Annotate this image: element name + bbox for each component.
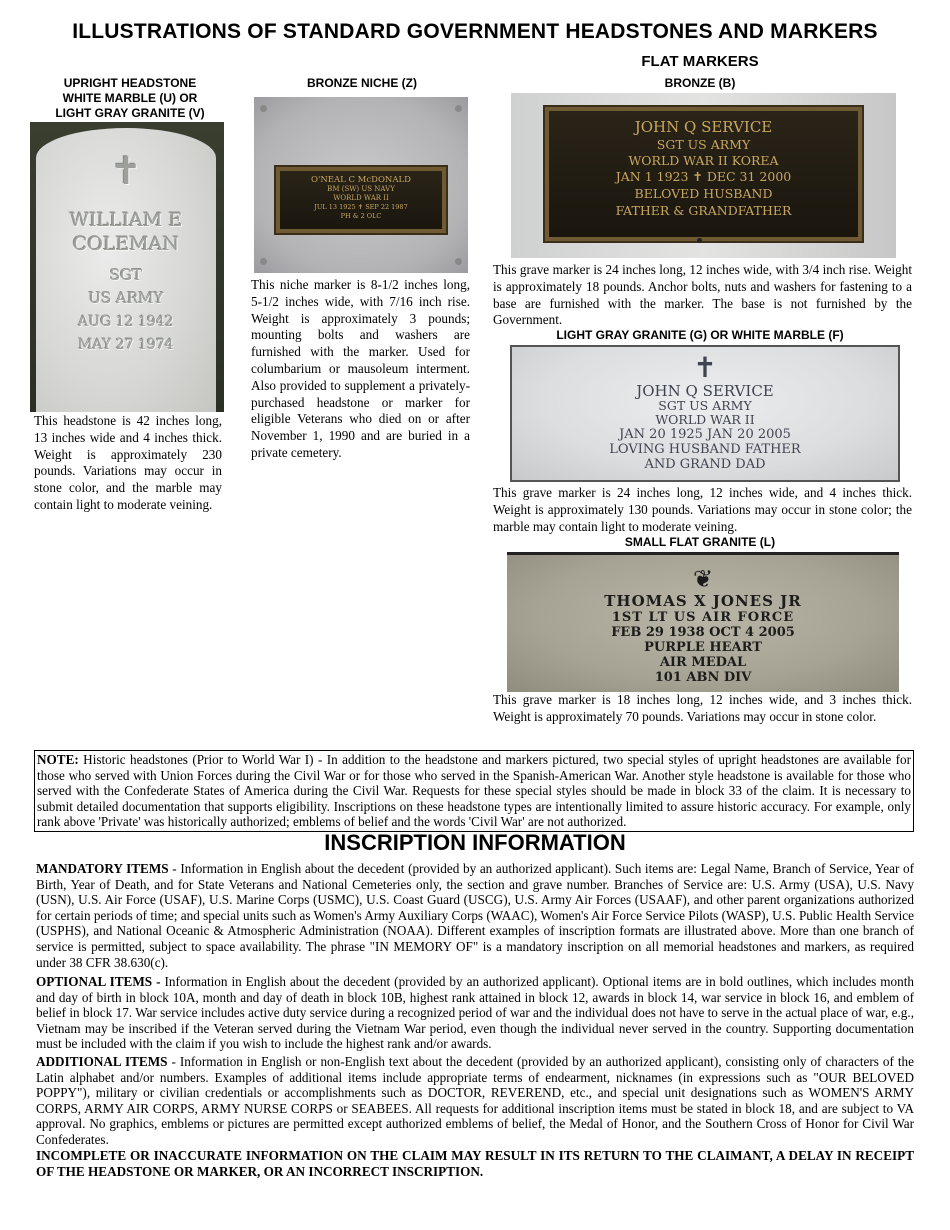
optional-text: Information in English about the decedent (provided by an authorized applicant). Optional items are in bold outlines, which includes month and day of birth in block 10A, month and day of death in block 10B, highest rank attained in block 12, awards in block 14, war service in block 16, and emblem of belief in block 17. War service includes active duty service during a recognized period of war and the individual does not have to serve in the actual place of war, e.g., Vietnam may be inscribed if the Veteran served during the Vietnam War period, even though the individual never served in the country. Supporting documentation must be included with the claim if you wish to include the highest rank and/or awards. [36,974,914,1052]
stone-line: 1ST LT US AIR FORCE [611,610,795,625]
stone-line: SGT [109,266,143,284]
optional-items-paragraph [36,974,914,1052]
stone-line: WILLIAM E [69,209,183,231]
small-flat-caption: SMALL FLAT GRANITE (L) [624,535,776,549]
stone-line: US ARMY [88,289,164,307]
mandatory-text: - Information in English about the decedent (provided by an authorized applicant). Such items are: Legal Name, Branch of Service, Year of Birth, Year of Death, and for State Veterans and National Cemeteries only, the section and grave number. Branches of Service are: U.S. Army (USA), U.S. Navy (USN), U.S. Air Force (USAF), U.S. Marine Corps (USMC), U.S. Coast Guard (USCG), U.S. Army Air Forces (USAAF), and other parent organizations authorized for certain periods of time; and special units such as Women's Army Auxiliary Corps (WAAC), Women's Air Force Service Pilots (WASP), U.S. Public Health Service (USPHS), and National Oceanic & Atmospheric Administration (NOAA). Different examples of inscription formats are illustrated above. More than one branch of service is permitted, subject to space availability. The phrase "IN MEMORY OF" is a mandatory inscription on all memorial headstones and markers, as required under 38 CFR 38.630(c). [36,861,914,970]
stone-line: MAY 27 1974 [78,337,174,353]
stone-line: 101 ABN DIV [654,670,752,685]
note-label: NOTE: [37,752,79,767]
bronze-flat-plaque [545,107,862,241]
stone-line: SGT US ARMY [658,398,752,413]
upright-caption-line: WHITE MARBLE (U) OR [62,91,198,105]
stone-line: AUG 12 1942 [78,314,174,330]
incomplete-information-warning: INCOMPLETE OR INACCURATE INFORMATION ON THE CLAIM MAY RESULT IN ITS RETURN TO THE CLAIMANT, A DELAY IN RECEIPT OF THE HEADSTONE OR MARKER, OR AN INCORRECT INSCRIPTION. [36,1148,914,1179]
upright-caption [30,76,230,121]
stone-line: LOVING HUSBAND FATHER [609,442,801,457]
page-title: ILLUSTRATIONS OF STANDARD GOVERNMENT HEADSTONES AND MARKERS [72,20,878,43]
upright-headstone-stone [36,128,216,412]
mounting-bolt-icon [455,258,462,265]
niche-bronze-plaque [276,167,446,233]
plaque-line: SGT US ARMY [656,137,751,152]
niche-description: This niche marker is 8-1/2 inches long, 5-1/2 inches wide, with 7/16 inch rise. Weight is approximately 3 pounds; mounting bolts and washers are furnished with the marker. Used for columbarium or mausoleum interment. Also provided to supplement a privately-purchased headstone or marker for eligible Veterans who died on or after November 1, 1990 and are buried in a private cemetery. [251,277,470,460]
stone-line: COLEMAN [72,233,180,255]
mandatory-items-paragraph [36,861,914,970]
historic-headstones-note [34,750,914,832]
latin-cross-emblem: ✝ [693,351,717,384]
stone-line: PURPLE HEART [644,640,762,655]
mandatory-label: MANDATORY ITEMS [36,861,169,876]
mounting-bolt-icon [260,258,267,265]
stone-line: AIR MEDAL [659,655,747,670]
upright-caption-line: UPRIGHT HEADSTONE [63,76,197,90]
anchor-bolt-icon [697,238,702,243]
granite-flat-marker-photo [510,345,900,482]
upright-caption-line: LIGHT GRAY GRANITE (V) [55,106,205,120]
granite-flat-description: This grave marker is 24 inches long, 12 inches wide, and 4 inches thick. Weight is approximately 130 pounds. Variations may occur in stone color; the marble may contain light to moderate veining. [493,485,912,534]
upright-description: This headstone is 42 inches long, 13 inches wide and 4 inches thick. Weight is approximately 230 pounds. Variations may occur in stone color, and the marble may contain light to moderate veining. [34,413,222,512]
bronze-flat-marker-photo [511,93,896,258]
plaque-line: BELOVED HUSBAND [634,186,773,201]
niche-caption: BRONZE NICHE (Z) [307,76,417,90]
plaque-line: WORLD WAR II [333,194,389,202]
bronze-flat-caption: BRONZE (B) [664,76,736,90]
small-flat-description: This grave marker is 18 inches long, 12 inches wide, and 3 inches thick. Weight is approximately 70 pounds. Variations may occur in stone color. [493,692,912,724]
additional-label: ADDITIONAL ITEMS [36,1054,168,1069]
plaque-line: O'NEAL C McDONALD [311,175,411,185]
optional-label: OPTIONAL ITEMS - [36,974,161,989]
airborne-eagle-emblem-icon: ❦ [692,565,714,593]
stone-line: WORLD WAR II [655,412,755,427]
plaque-line: BM (SW) US NAVY [327,185,395,193]
plaque-line: JAN 1 1923 ✝ DEC 31 2000 [615,169,792,184]
mounting-bolt-icon [260,105,267,112]
bronze-flat-description: This grave marker is 24 inches long, 12 inches wide, with 3/4 inch rise. Weight is approximately 18 pounds. Anchor bolts, nuts and washers for fastening to a base are furnished with the marker. The base is not furnished by the Government. [493,262,912,328]
mounting-bolt-icon [455,105,462,112]
additional-text: - Information in English or non-English text about the decedent (provided by an authorized applicant), consisting only of characters of the Latin alphabet and/or numbers. Examples of additional items include appropriate terms of endearment, nicknames (in expressions such as "OUR BELOVED POPPY"), military or civilian credentials or accomplishments such as DOCTOR, REVEREND, etc., and special unit designations such as WOMEN'S ARMY CORPS, ARMY AIR CORPS, ARMY NURSE CORPS or SEABEES. All requests for additional inscription items must be stated in block 18, and are subject to VA approval. No graphics, emblems or pictures are permitted except authorized emblems of belief, the Medal of Honor, and the Southern Cross of Honor for Civil War Confederates. [36,1054,914,1147]
plaque-line: FATHER & GRANDFATHER [615,203,792,218]
additional-items-paragraph [36,1054,914,1148]
plaque-line: JUL 13 1925 ✝ SEP 22 1987 [314,203,408,211]
stone-line: AND GRAND DAD [644,457,766,472]
stone-line: FEB 29 1938 OCT 4 2005 [611,625,795,640]
note-text: Historic headstones (Prior to World War I) - In addition to the headstone and markers pictured, two special styles of upright headstones are available for those who served with Union Forces during the Civil War or for those who served in the Spanish-American War. Another style headstone is available for those who served with the Confederate States of America during the Civil War. Requests for these special styles should be made in block 33 of the claim. It is necessary to submit detailed documentation that supports eligibility. Inscriptions on these headstone types are intentionally limited to assure historic accuracy. For example, only rank above 'Private' was historically authorized; emblems of belief and the words 'Civil War' are not authorized. [37,752,911,829]
granite-flat-caption: LIGHT GRAY GRANITE (G) OR WHITE MARBLE (F) [556,328,844,342]
upright-headstone-photo [30,122,224,412]
plaque-line: PH & 2 OLC [340,212,382,220]
stone-line: THOMAS X JONES JR [604,592,802,610]
plaque-line: JOHN Q SERVICE [634,118,773,136]
latin-cross-emblem: ✝ [110,149,142,193]
stone-line: JAN 20 1925 JAN 20 2005 [619,427,791,442]
stone-line: JOHN Q SERVICE [636,382,774,400]
plaque-line: WORLD WAR II KOREA [628,153,779,168]
inscription-section-title: INSCRIPTION INFORMATION [324,830,626,855]
flat-markers-heading: FLAT MARKERS [641,53,759,70]
small-flat-marker-photo [507,552,899,692]
niche-marker-photo [254,97,468,273]
